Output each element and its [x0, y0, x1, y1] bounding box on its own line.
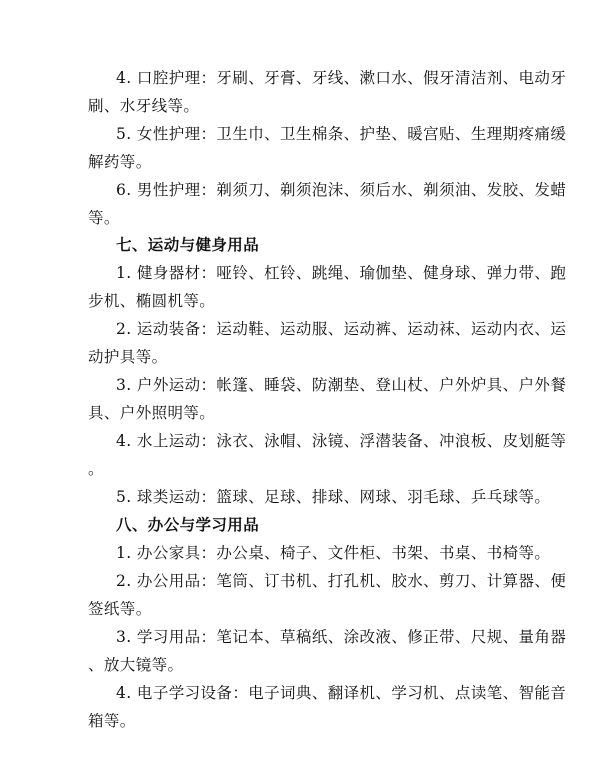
item-electronic-learning-cont: 箱等。: [88, 712, 136, 730]
item-feminine-care: 5. 女性护理：卫生巾、卫生棉条、护垫、暖宫贴、生理期疼痛缓: [116, 125, 567, 143]
item-oral-care: 4. 口腔护理：牙刷、牙膏、牙线、漱口水、假牙清洁剂、电动牙: [116, 69, 567, 87]
item-water-sports: 4. 水上运动：泳衣、泳帽、泳镜、浮潜装备、冲浪板、皮划艇等: [116, 432, 567, 450]
item-male-care-cont: 等。: [88, 209, 120, 227]
item-male-care: 6. 男性护理：剃须刀、剃须泡沫、须后水、剃须油、发胶、发蜡: [116, 181, 567, 199]
item-fitness-equipment: 1. 健身器材：哑铃、杠铃、跳绳、瑜伽垫、健身球、弹力带、跑: [116, 264, 567, 282]
item-water-sports-cont: 。: [88, 460, 104, 478]
item-sports-gear-cont: 动护具等。: [88, 348, 168, 366]
item-outdoor: 3. 户外运动：帐篷、睡袋、防潮垫、登山杖、户外炉具、户外餐: [116, 376, 567, 394]
section-heading-office: 八、办公与学习用品: [116, 515, 260, 534]
item-study-supplies: 3. 学习用品：笔记本、草稿纸、涂改液、修正带、尺规、量角器: [116, 628, 567, 646]
item-feminine-care-cont: 解药等。: [88, 153, 152, 171]
item-ball-sports: 5. 球类运动：篮球、足球、排球、网球、羽毛球、乒乓球等。: [116, 488, 551, 506]
item-sports-gear: 2. 运动装备：运动鞋、运动服、运动裤、运动袜、运动内衣、运: [116, 320, 567, 338]
item-electronic-learning: 4. 电子学习设备：电子词典、翻译机、学习机、点读笔、智能音: [116, 684, 567, 702]
item-study-supplies-cont: 、放大镜等。: [88, 656, 184, 674]
item-office-supplies: 2. 办公用品：笔筒、订书机、打孔机、胶水、剪刀、计算器、便: [116, 572, 567, 590]
item-office-supplies-cont: 签纸等。: [88, 600, 152, 618]
item-outdoor-cont: 具、户外照明等。: [88, 404, 216, 422]
item-office-furniture: 1. 办公家具：办公桌、椅子、文件柜、书架、书桌、书椅等。: [116, 544, 551, 562]
section-heading-sports: 七、运动与健身用品: [116, 235, 260, 254]
item-fitness-equipment-cont: 步机、椭圆机等。: [88, 292, 216, 310]
item-oral-care-cont: 刷、水牙线等。: [88, 97, 200, 115]
